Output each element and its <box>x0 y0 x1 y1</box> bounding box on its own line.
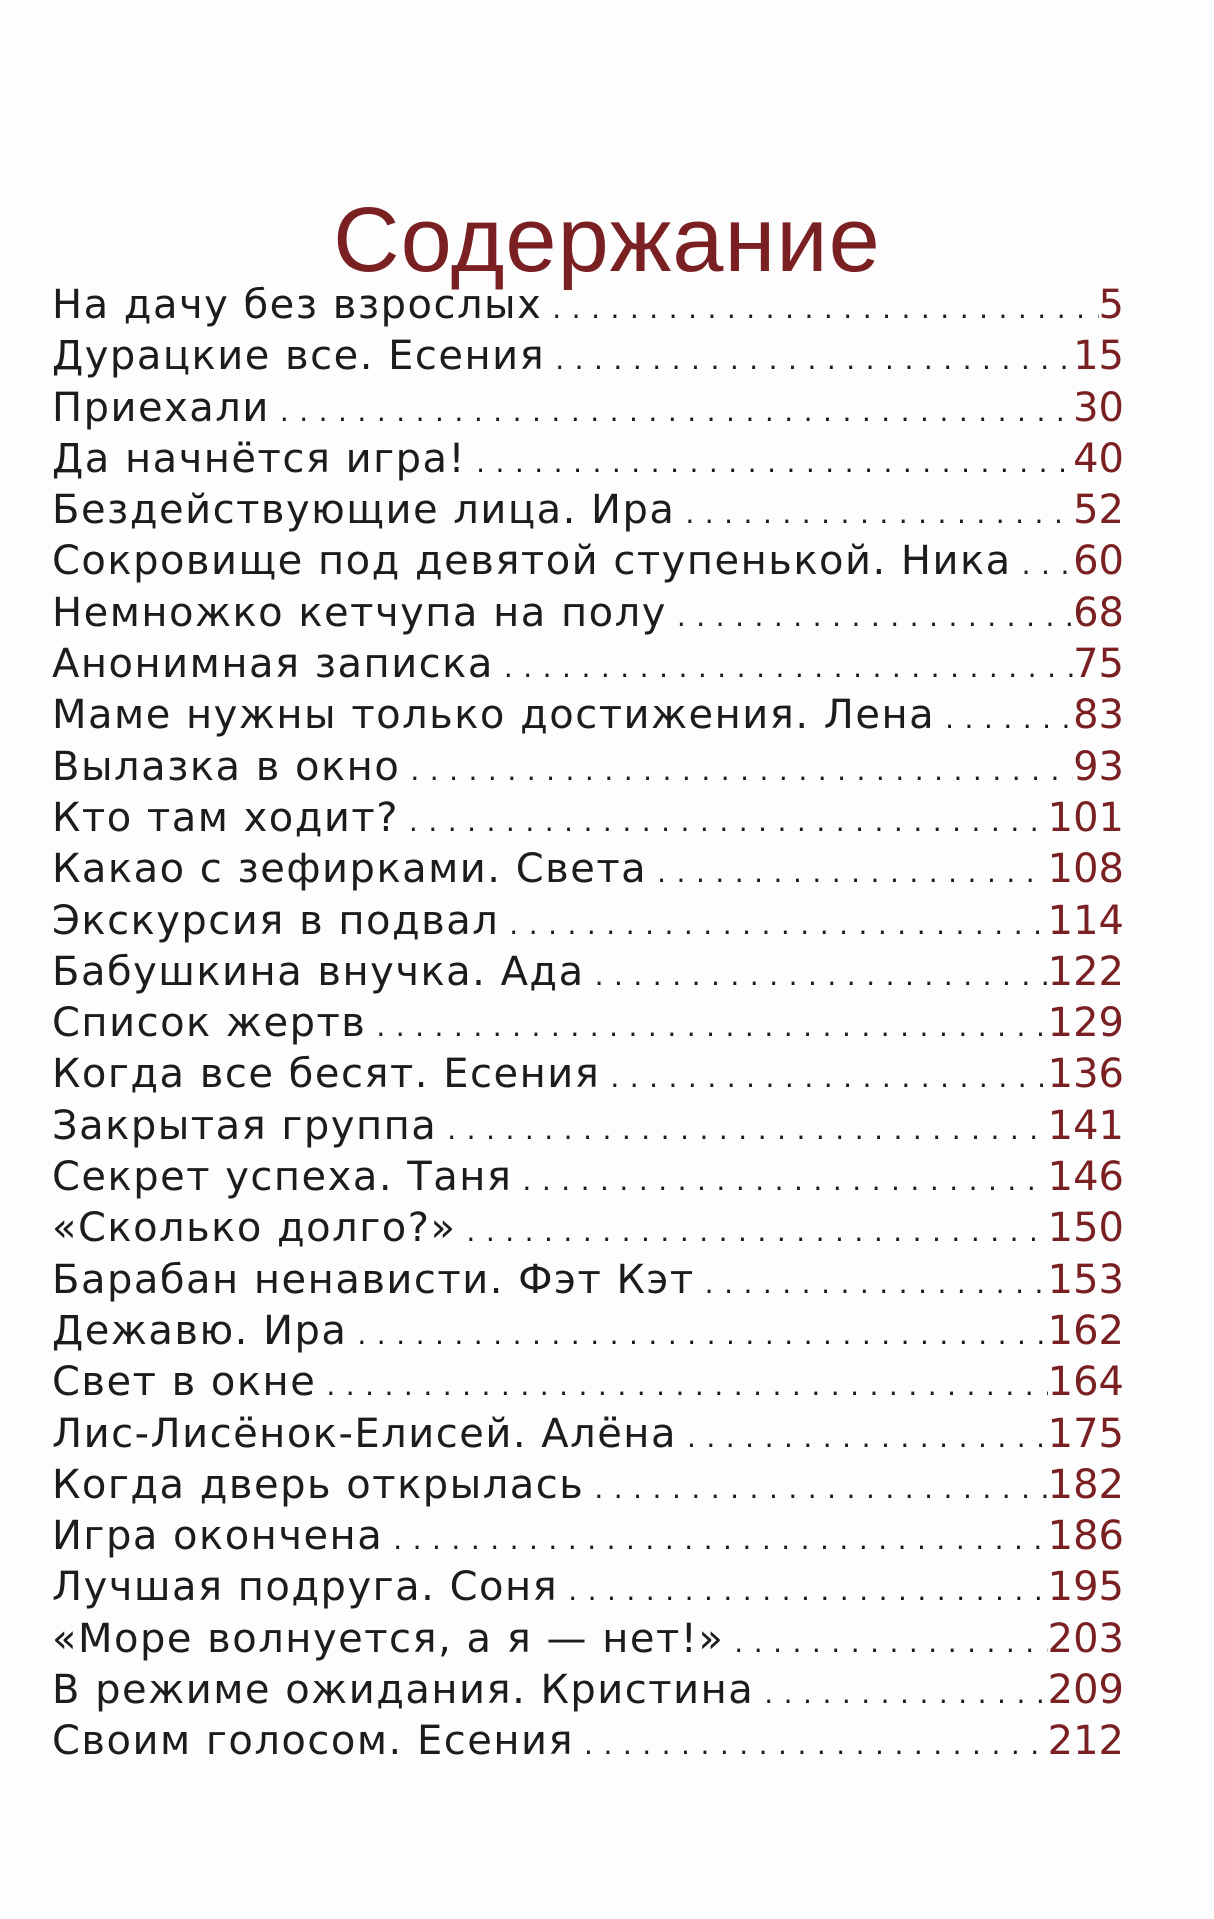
toc-entry-page-number: 164 <box>1047 1359 1124 1406</box>
toc-entry-page-number: 101 <box>1047 794 1124 841</box>
toc-dot-leader <box>585 950 1048 1001</box>
toc-entry-page-number: 40 <box>1073 435 1124 482</box>
toc-entry-page-number: 114 <box>1047 897 1124 944</box>
toc-entry-page-number: 30 <box>1073 384 1124 431</box>
toc-entry-title: В режиме ожидания. Кристина <box>52 1667 755 1714</box>
toc-entry-title: Да начнётся игра! <box>52 435 467 482</box>
toc-entry-page-number: 52 <box>1073 487 1124 534</box>
toc-entry <box>52 331 1124 382</box>
toc-dot-leader <box>347 1309 1047 1360</box>
toc-entry <box>52 896 1124 947</box>
toc-dot-leader <box>584 1463 1047 1514</box>
toc-entry-title: Лучшая подруга. Соня <box>52 1564 559 1611</box>
toc-entry <box>52 793 1124 844</box>
toc-entry <box>52 1101 1124 1152</box>
toc-entry <box>52 1255 1124 1306</box>
toc-entry-title: Своим голосом. Есения <box>52 1718 575 1765</box>
toc-dot-leader <box>754 1668 1047 1719</box>
toc-entry-title: Бабушкина внучка. Ада <box>52 948 585 995</box>
toc-entry <box>52 1203 1124 1254</box>
toc-entry-page-number: 15 <box>1073 333 1124 380</box>
toc-entry-title: «Сколько долго?» <box>52 1205 457 1252</box>
toc-entry-page-number: 129 <box>1047 1000 1124 1047</box>
toc-entry <box>52 1562 1124 1613</box>
toc-dot-leader <box>542 283 1098 334</box>
toc-entry-title: Кто там ходит? <box>52 794 399 841</box>
toc-dot-leader <box>677 1412 1048 1463</box>
toc-entry <box>52 1665 1124 1716</box>
toc-entry-title: Немножко кетчупа на полу <box>52 589 667 636</box>
toc-dot-leader <box>724 1617 1047 1668</box>
toc-entry <box>52 947 1124 998</box>
toc-entry-title: Когда дверь открылась <box>52 1461 585 1508</box>
toc-entry-title: Закрытая группа <box>52 1102 438 1149</box>
toc-entry <box>52 1357 1124 1408</box>
toc-entry-title: «Море волнуется, а я — нет!» <box>52 1615 725 1662</box>
toc-entry-title: Бездействующие лица. Ира <box>52 487 676 534</box>
toc-entry <box>52 1614 1124 1665</box>
toc-entry <box>52 639 1124 690</box>
toc-dot-leader <box>695 1258 1048 1309</box>
page-title: Содержание <box>333 188 881 291</box>
toc-entry-page-number: 136 <box>1047 1051 1124 1098</box>
toc-entry <box>52 742 1124 793</box>
toc-entry-page-number: 203 <box>1047 1615 1124 1662</box>
toc-dot-leader <box>935 693 1073 744</box>
toc-entry-page-number: 162 <box>1047 1307 1124 1354</box>
toc-entry-title: Барабан ненависти. Фэт Кэт <box>52 1256 695 1303</box>
toc-entry <box>52 536 1124 587</box>
table-of-contents <box>52 280 1124 1768</box>
toc-entry <box>52 690 1124 741</box>
toc-entry-title: Вылазка в окно <box>52 743 401 790</box>
toc-entry-page-number: 150 <box>1047 1205 1124 1252</box>
toc-dot-leader <box>383 1514 1047 1565</box>
toc-dot-leader <box>545 334 1073 385</box>
toc-entry-title: Лис-Лисёнок-Елисей. Алёна <box>52 1410 677 1457</box>
toc-entry-page-number: 122 <box>1047 948 1124 995</box>
toc-entry-title: Сокровище под девятой ступенькой. Ника <box>52 538 1012 585</box>
toc-dot-leader <box>456 1206 1047 1257</box>
toc-dot-leader <box>466 437 1073 488</box>
toc-dot-leader <box>270 386 1073 437</box>
toc-entry <box>52 1460 1124 1511</box>
toc-entry-page-number: 75 <box>1073 641 1124 688</box>
toc-entry-title: На дачу без взрослых <box>52 282 543 328</box>
toc-entry-title: Свет в окне <box>52 1359 317 1406</box>
toc-entry-title: Анонимная записка <box>52 641 494 688</box>
toc-dot-leader <box>494 642 1073 693</box>
toc-entry-page-number: 182 <box>1047 1461 1124 1508</box>
toc-entry <box>52 1409 1124 1460</box>
toc-entry-page-number: 195 <box>1047 1564 1124 1611</box>
toc-dot-leader <box>574 1719 1048 1770</box>
toc-entry <box>52 434 1124 485</box>
toc-dot-leader <box>647 847 1048 898</box>
toc-entry <box>52 1716 1124 1767</box>
toc-entry-title: Список жертв <box>52 1000 367 1047</box>
toc-dot-leader <box>667 591 1073 642</box>
toc-dot-leader <box>558 1565 1047 1616</box>
toc-dot-leader <box>399 796 1048 847</box>
toc-entry <box>52 485 1124 536</box>
toc-dot-leader <box>366 1001 1047 1052</box>
toc-entry-page-number: 60 <box>1073 538 1124 585</box>
toc-entry <box>52 588 1124 639</box>
toc-entry <box>52 1306 1124 1357</box>
toc-dot-leader <box>675 488 1073 539</box>
toc-entry-page-number: 141 <box>1047 1102 1124 1149</box>
toc-entry-page-number: 153 <box>1047 1256 1124 1303</box>
toc-entry <box>52 1511 1124 1562</box>
toc-dot-leader <box>499 899 1047 950</box>
toc-entry-page-number: 146 <box>1047 1154 1124 1201</box>
toc-entry-title: Секрет успеха. Таня <box>52 1154 513 1201</box>
toc-entry-page-number: 83 <box>1073 692 1124 739</box>
toc-entry-title: Экскурсия в подвал <box>52 897 500 944</box>
toc-entry <box>52 383 1124 434</box>
toc-entry-page-number: 5 <box>1098 282 1124 328</box>
toc-entry-title: Приехали <box>52 384 270 431</box>
toc-entry-page-number: 108 <box>1047 846 1124 893</box>
toc-entry-page-number: 93 <box>1073 743 1124 790</box>
toc-entry-title: Маме нужны только достижения. Лена <box>52 692 936 739</box>
toc-entry-page-number: 186 <box>1047 1513 1124 1560</box>
toc-entry-title: Какао с зефирками. Света <box>52 846 648 893</box>
toc-entry <box>52 1049 1124 1100</box>
toc-dot-leader <box>600 1052 1047 1103</box>
toc-entry-page-number: 209 <box>1047 1667 1124 1714</box>
toc-dot-leader <box>400 745 1073 796</box>
toc-entry-title: Когда все бесят. Есения <box>52 1051 601 1098</box>
toc-dot-leader <box>437 1104 1047 1155</box>
toc-entry-page-number: 212 <box>1047 1718 1124 1765</box>
toc-entry <box>52 998 1124 1049</box>
toc-dot-leader <box>316 1360 1047 1411</box>
toc-entry-title: Игра окончена <box>52 1513 384 1560</box>
toc-entry-page-number: 68 <box>1073 589 1124 636</box>
toc-entry-page-number: 175 <box>1047 1410 1124 1457</box>
toc-entry-title: Дежавю. Ира <box>52 1307 348 1354</box>
toc-entry <box>52 1152 1124 1203</box>
toc-entry <box>52 280 1124 331</box>
toc-entry <box>52 844 1124 895</box>
toc-dot-leader <box>1012 539 1073 590</box>
toc-entry-title: Дурацкие все. Есения <box>52 333 546 380</box>
toc-dot-leader <box>512 1155 1047 1206</box>
